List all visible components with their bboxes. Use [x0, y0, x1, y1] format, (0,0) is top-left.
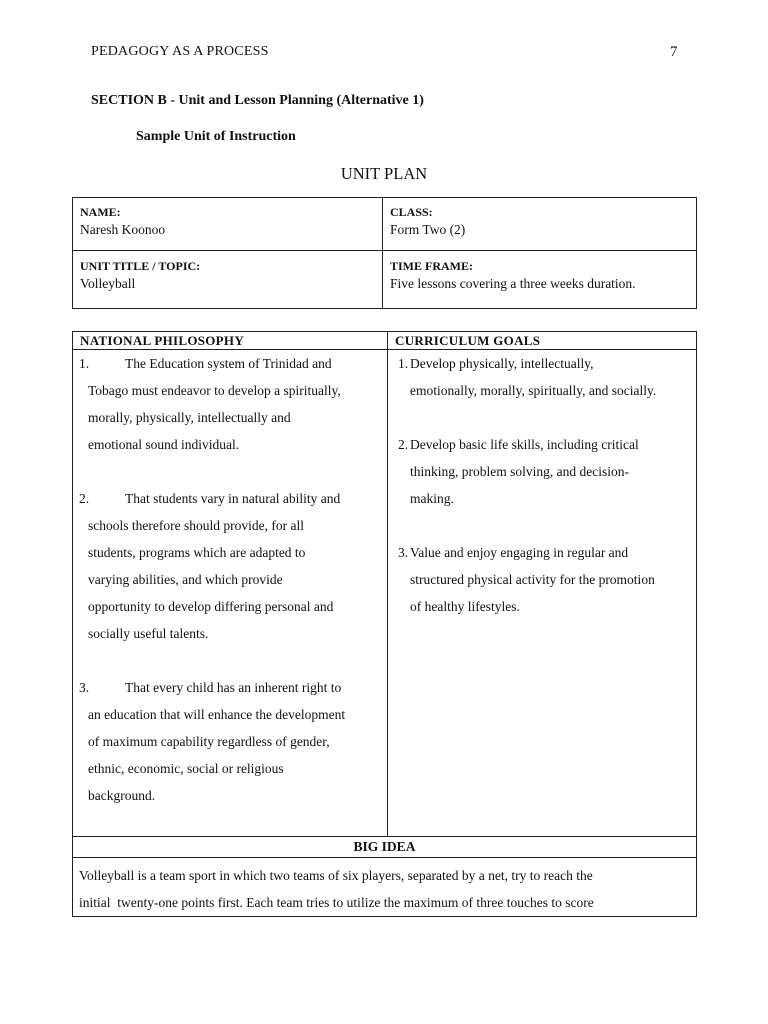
running-head: PEDAGOGY AS A PROCESS: [91, 44, 269, 59]
unit-info-table: [72, 197, 697, 309]
goal-item-line: making.: [410, 491, 454, 506]
philosophy-item-line: emotional sound individual.: [88, 437, 240, 452]
name-label: NAME:: [80, 205, 121, 219]
goal-item-lead: Value and enjoy engaging in regular and: [410, 545, 629, 560]
goal-item-line: of healthy lifestyles.: [410, 599, 520, 614]
goal-item-first-line: [398, 431, 692, 458]
goal-item: [398, 431, 692, 512]
philosophy-item-first-line: [79, 350, 387, 377]
section-subtitle: Sample Unit of Instruction: [136, 129, 296, 144]
philosophy-item-first-line: [79, 674, 387, 701]
philosophy-item-line: an education that will enhance the development: [88, 707, 346, 722]
philosophy-item-number: 3.: [79, 680, 90, 695]
goal-item-number: 1.: [398, 356, 409, 371]
page-number: 7: [670, 44, 678, 60]
philosophy-item-line: varying abilities, and which provide: [88, 572, 283, 587]
time-frame-value: Five lessons covering a three weeks duration.: [390, 276, 636, 291]
goal-item-number: 3.: [398, 545, 409, 560]
philosophy-item-line: morally, physically, intellectually and: [88, 410, 291, 425]
philosophy-item-lead: The Education system of Trinidad and: [125, 356, 332, 371]
goals-list: [388, 350, 696, 620]
philosophy-goals-table: [72, 331, 697, 917]
philosophy-cell: [73, 350, 388, 837]
big-idea-line: initial twenty-one points first. Each team tries to utilize the maximum of three touches to score: [79, 895, 594, 910]
philosophy-item-line: students, programs which are adapted to: [88, 545, 306, 560]
goal-item-lead: Develop physically, intellectually,: [410, 356, 594, 371]
philosophy-item-line: opportunity to develop differing personal and: [88, 599, 334, 614]
name-value: Naresh Koonoo: [80, 222, 166, 237]
topic-label: UNIT TITLE / TOPIC:: [80, 259, 201, 273]
class-cell: [383, 198, 697, 251]
goals-header: CURRICULUM GOALS: [388, 332, 697, 350]
section-title: SECTION B - Unit and Lesson Planning (Alternative 1): [91, 93, 424, 108]
class-label: CLASS:: [390, 205, 433, 219]
philosophy-item-first-line: [79, 485, 387, 512]
goal-item-first-line: [398, 350, 692, 377]
philosophy-list: [73, 350, 387, 809]
goal-item-first-line: [398, 539, 692, 566]
goals-cell: [388, 350, 697, 837]
time-frame-cell: [383, 251, 697, 309]
goal-item-lead: Develop basic life skills, including critical: [410, 437, 639, 452]
philosophy-item-line: socially useful talents.: [88, 626, 209, 641]
philosophy-item-line: Tobago must endeavor to develop a spiritually,: [88, 383, 341, 398]
philosophy-item-number: 2.: [79, 491, 90, 506]
topic-value: Volleyball: [80, 276, 136, 291]
big-idea-header: BIG IDEA: [73, 837, 697, 858]
goal-item-line: thinking, problem solving, and decision-: [410, 464, 629, 479]
goal-item-number: 2.: [398, 437, 409, 452]
philosophy-item-line: schools therefore should provide, for all: [88, 518, 304, 533]
philosophy-item-line: background.: [88, 788, 156, 803]
philosophy-header: NATIONAL PHILOSOPHY: [73, 332, 388, 350]
goal-item-line: structured physical activity for the promotion: [410, 572, 655, 587]
philosophy-item: [79, 350, 387, 458]
philosophy-item: [79, 485, 387, 647]
philosophy-item-line: ethnic, economic, social or religious: [88, 761, 284, 776]
philosophy-item-number: 1.: [79, 356, 90, 371]
philosophy-item-lead: That every child has an inherent right to: [125, 680, 342, 695]
goal-item-line: emotionally, morally, spiritually, and socially.: [410, 383, 657, 398]
goal-item: [398, 350, 692, 404]
philosophy-item-lead: That students vary in natural ability and: [125, 491, 341, 506]
big-idea-cell: [73, 858, 697, 917]
time-frame-label: TIME FRAME:: [390, 259, 473, 273]
philosophy-item: [79, 674, 387, 809]
topic-cell: [73, 251, 383, 309]
goal-item: [398, 539, 692, 620]
unit-plan-heading: UNIT PLAN: [340, 164, 428, 183]
philosophy-item-line: of maximum capability regardless of gender,: [88, 734, 330, 749]
big-idea-line: Volleyball is a team sport in which two teams of six players, separated by a net, try to reach the: [79, 868, 593, 883]
big-idea-text: [79, 862, 690, 916]
name-cell: [73, 198, 383, 251]
class-value: Form Two (2): [390, 222, 466, 237]
